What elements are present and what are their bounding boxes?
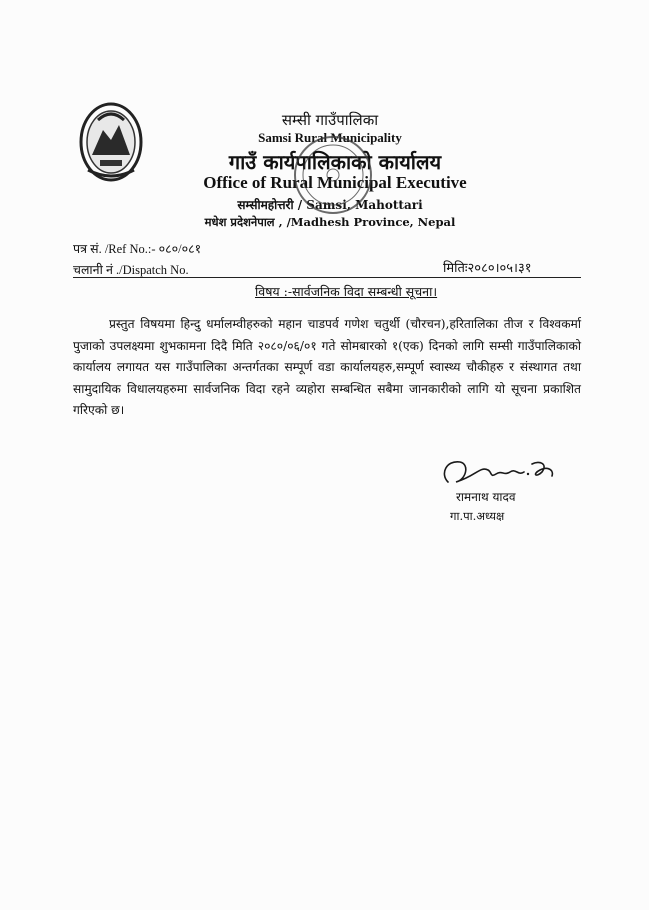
province: मधेश प्रदेशनेपाल , /Madhesh Province, Nepal	[204, 215, 456, 229]
signatory-title: गा.पा.अध्यक्ष	[450, 509, 505, 523]
notice-body: प्रस्तुत विषयमा हिन्दु धर्मालम्वीहरुको महान चाडपर्व गणेश चतुर्थी (चौरचन),हरितालिका तीज र विश्वकर्मा पुजाको उपलक्ष्यमा शुभकामना दिदै मिति २०८०/०६/०१ गते सोमबारको १(एक) दिनको लागि सम्सी गाउँपालिकाको कार्यालय लगायत यस गाउँपालिका अन्तर्गतका सम्पूर्ण वडा कार्यालयहरु,सम्पूर्ण स्वास्थ्य चौकीहरु र संस्थागत तथा सामुदायिक विधालयहरुमा सार्वजनिक विदा रहने व्यहोरा सम्बन्धित सबैमा जानकारीको लागि यो सूचना प्रकाशित गरिएको छ।	[73, 317, 581, 417]
notice-subject: विषय :-सार्वजनिक विदा सम्बन्धी सूचना।	[255, 284, 438, 299]
signatory-name: रामनाथ यादव	[456, 490, 516, 504]
office-name-en: Office of Rural Municipal Executive	[203, 173, 467, 192]
nepal-emblem-icon	[78, 100, 144, 184]
office-stamp-icon	[288, 130, 378, 220]
dispatch-number: चलानी नं ./Dispatch No.	[73, 263, 189, 277]
municipality-name-en: Samsi Rural Municipality	[258, 130, 402, 145]
address: सम्सीमहोत्तरी / Samsi, Mahottari	[237, 198, 423, 212]
office-name-np: गाउँ कार्यपालिकाको कार्यालय	[228, 150, 442, 174]
divider	[73, 277, 581, 278]
notice-date: मितिः२०८०।०५।३१	[443, 261, 532, 276]
reference-number: पत्र सं. /Ref No.:- ०८०/०८१	[73, 242, 202, 256]
municipality-name-np: सम्सी गाउँपालिका	[281, 111, 379, 129]
